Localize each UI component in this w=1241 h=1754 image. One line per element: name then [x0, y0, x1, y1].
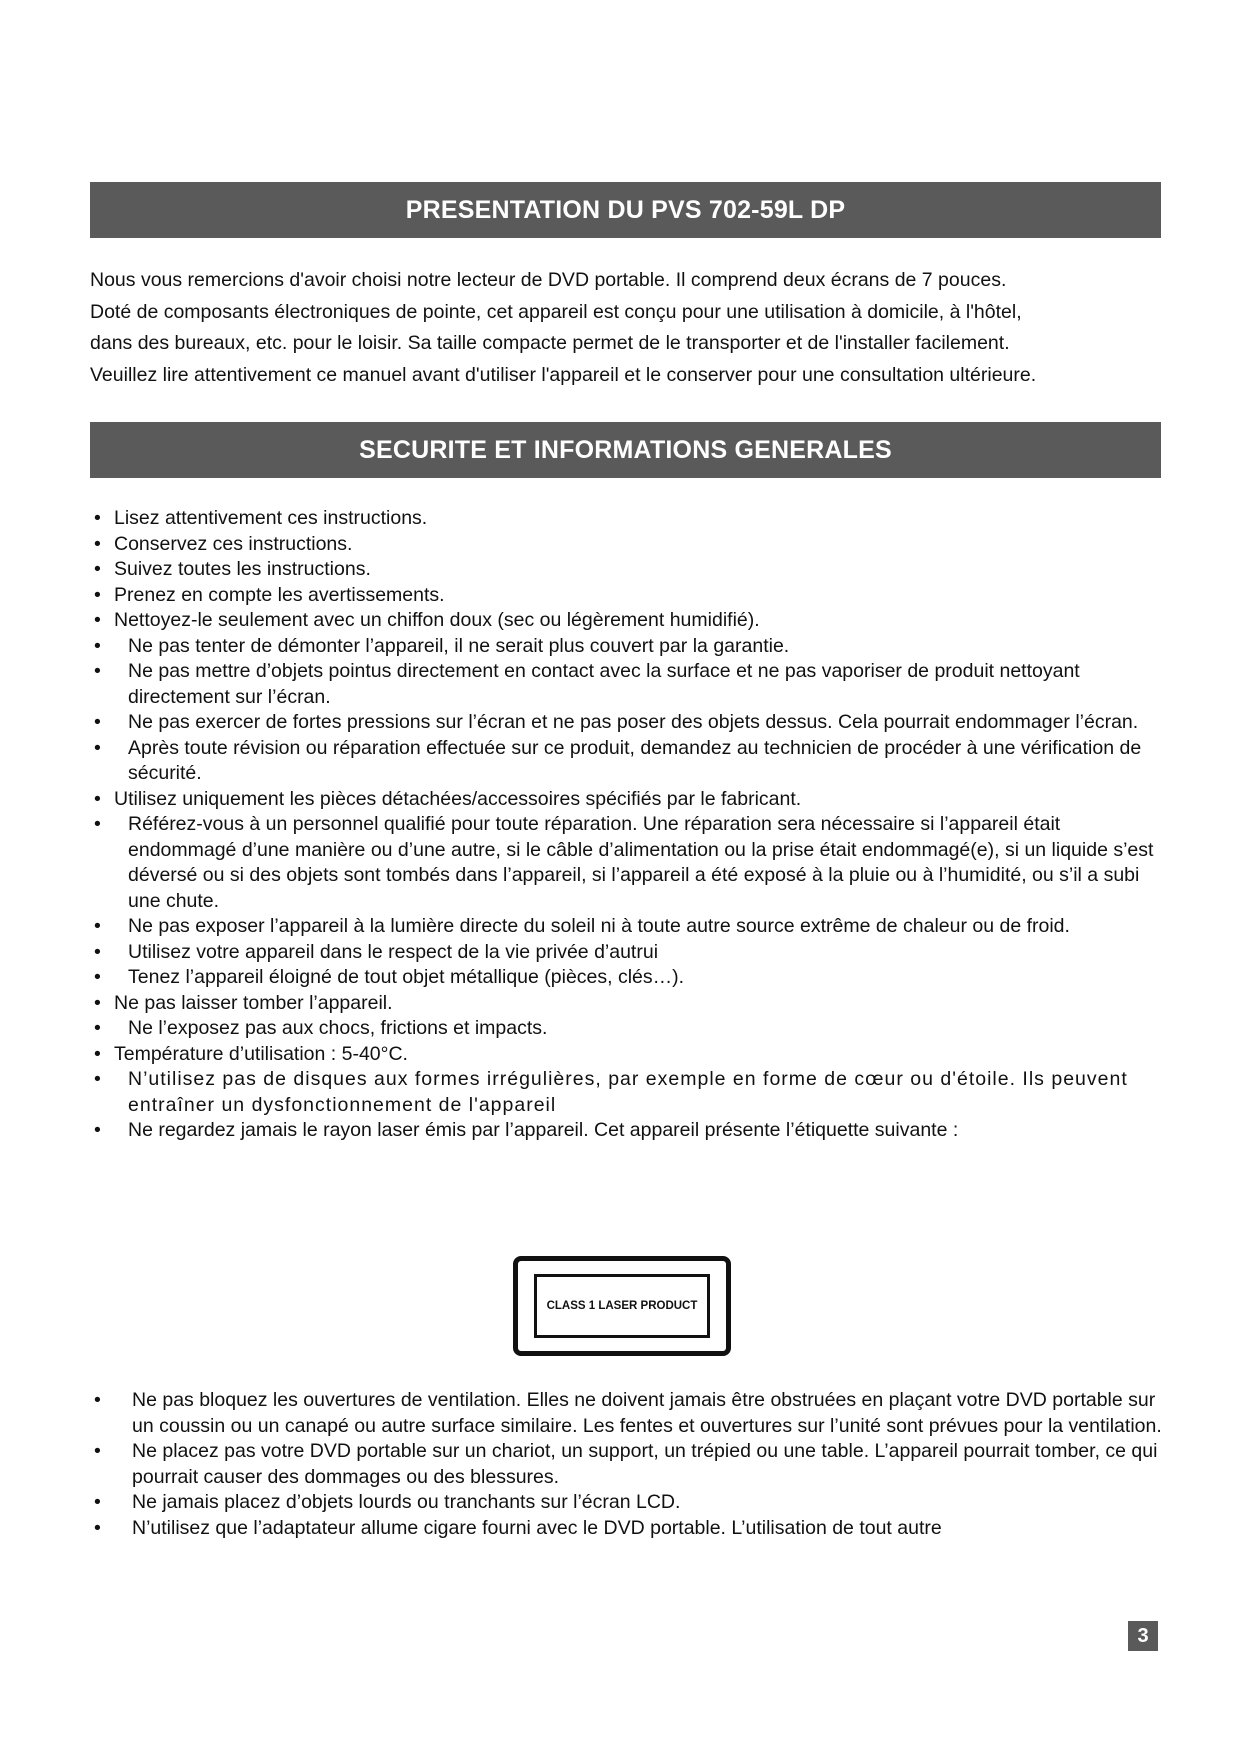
bullet-icon: • [94, 609, 101, 631]
list-item: • N’utilisez pas de disques aux formes irrégulières, par exemple en forme de cœur ou d'étoile. Ils peuvent entraîner un dysfonctionnement de l'appareil [94, 1068, 1128, 1116]
bullet-icon: • [94, 1119, 101, 1141]
page-number [1128, 1621, 1158, 1651]
list-item: • Ne jamais placez d’objets lourds ou tranchants sur l’écran LCD. [86, 1490, 1166, 1516]
bullet-icon: • [94, 583, 101, 606]
list-item: • Ne pas tenter de démonter l’appareil, il ne serait plus couvert par la garantie. [86, 634, 1166, 660]
bullet-icon: • [94, 1491, 101, 1513]
bullet-icon: • [94, 1440, 101, 1462]
bullet-icon: • [94, 1017, 101, 1039]
bullet-icon: • [94, 966, 101, 988]
bullet-icon: • [94, 940, 101, 963]
page-number-text: 3 [1137, 1624, 1149, 1647]
intro-paragraph [90, 265, 1170, 391]
bullet-icon: • [94, 813, 101, 835]
bullet-icon: • [94, 711, 101, 733]
bullet-icon: • [94, 991, 101, 1014]
section-title-presentation [90, 182, 1161, 238]
bullet-icon: • [94, 634, 101, 657]
bullet-icon: • [94, 1516, 101, 1539]
laser-product-label [513, 1256, 731, 1356]
bullet-icon: • [94, 1042, 101, 1065]
list-item: • Suivez toutes les instructions. [86, 557, 1166, 583]
intro-line: dans des bureaux, etc. pour le loisir. Sa taille compacte permet de le transporter et de l'installer facilement. [90, 332, 1010, 354]
laser-label-inner [534, 1274, 710, 1338]
list-item: • Ne pas laisser tomber l’appareil. [86, 991, 1166, 1017]
section-title-securite [90, 422, 1161, 478]
list-item: • Ne pas mettre d’objets pointus directement en contact avec la surface et ne pas vaporiser de produit nettoyant directement sur l’écran. [94, 660, 1080, 708]
bullet-icon: • [94, 660, 101, 682]
bullet-icon: • [94, 736, 101, 759]
list-item: • Ne placez pas votre DVD portable sur un chariot, un support, un trépied ou une table. L’appareil pourrait tomber, ce qui pourrait causer des dommages ou des blessures. [94, 1440, 1158, 1488]
section-title-text: PRESENTATION DU PVS 702-59L DP [405, 195, 846, 224]
bullet-icon: • [94, 507, 101, 529]
intro-line: Veuillez lire attentivement ce manuel avant d'utiliser l'appareil et le conserver pour une consultation ultérieure. [90, 363, 1037, 386]
laser-label-text: CLASS 1 LASER PRODUCT [546, 1300, 698, 1312]
intro-line: Doté de composants électroniques de pointe, cet appareil est conçu pour une utilisation à domicile, à l'hôtel, [90, 300, 1022, 323]
list-item: • Utilisez votre appareil dans le respect de la vie privée d’autrui [86, 940, 1166, 966]
bullet-icon: • [94, 532, 101, 555]
list-item: • Utilisez uniquement les pièces détachées/accessoires spécifiés par le fabricant. [86, 787, 1166, 813]
list-item: • Lisez attentivement ces instructions. [86, 506, 1166, 532]
safety-list [86, 506, 1166, 1144]
bullet-icon: • [94, 1068, 102, 1090]
section-title-text: SECURITE ET INFORMATIONS GENERALES [359, 435, 892, 464]
bullet-icon: • [94, 558, 101, 580]
list-item: • N’utilisez que l’adaptateur allume cigare fourni avec le DVD portable. L’utilisation de tout autre [86, 1516, 1166, 1542]
list-item: • Prenez en compte les avertissements. [86, 583, 1166, 609]
list-item: • Température d’utilisation : 5-40°C. [86, 1042, 1166, 1068]
list-item: • Tenez l’appareil éloigné de tout objet métallique (pièces, clés…). [86, 965, 1166, 991]
list-item: • Ne pas exercer de fortes pressions sur l’écran et ne pas poser des objets dessus. Cela pourrait endommager l’écran. [86, 710, 1166, 736]
intro-line: Nous vous remercions d'avoir choisi notre lecteur de DVD portable. Il comprend deux écrans de 7 pouces. [90, 269, 1007, 291]
list-item: • Ne regardez jamais le rayon laser émis par l’appareil. Cet appareil présente l’étiquette suivante : [86, 1118, 1166, 1144]
bullet-icon: • [94, 915, 101, 937]
list-item: • Nettoyez-le seulement avec un chiffon doux (sec ou légèrement humidifié). [86, 608, 1166, 634]
list-item: • Ne pas bloquez les ouvertures de ventilation. Elles ne doivent jamais être obstruées en plaçant votre DVD portable sur un coussin ou un canapé ou autre surface similaire. Les fentes et ouvertures sur l’unité sont prévues pour la ventilation. [94, 1389, 1162, 1437]
list-item: • Après toute révision ou réparation effectuée sur ce produit, demandez au technicien de procéder à une vérification de sécurité. [94, 736, 1142, 784]
list-item: • Ne l’exposez pas aux chocs, frictions et impacts. [86, 1016, 1166, 1042]
bullet-icon: • [94, 787, 101, 810]
list-item: • Référez-vous à un personnel qualifié pour toute réparation. Une réparation sera nécessaire si l’appareil était endommagé d’une manière ou d’une autre, si le câble d’alimentation ou la prise était endommagé(e), si un liquide s’est déversé ou si des objets sont tombés dans l’appareil, si l’appareil a été exposé à la pluie ou à l’humidité, ou s’il a subi une chute. [94, 813, 1154, 912]
safety-list-continued [86, 1388, 1166, 1541]
bullet-icon: • [94, 1389, 101, 1411]
list-item: • Ne pas exposer l’appareil à la lumière directe du soleil ni à toute autre source extrême de chaleur ou de froid. [86, 914, 1166, 940]
list-item: • Conservez ces instructions. [86, 532, 1166, 558]
